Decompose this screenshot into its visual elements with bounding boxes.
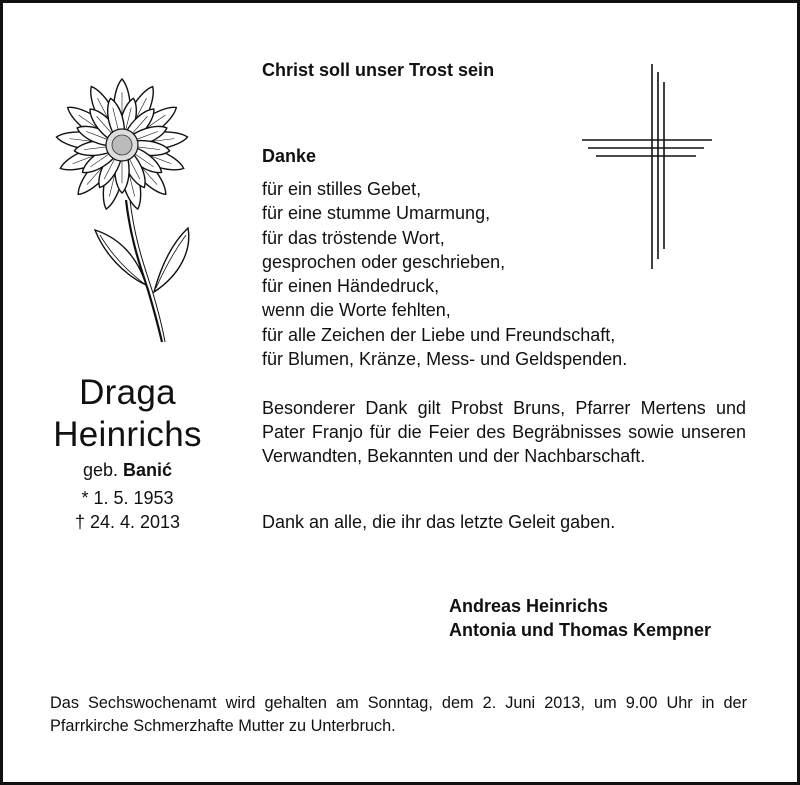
mass-announcement: Das Sechswochenamt wird gehalten am Sonntag, dem 2. Juni 2013, um 9.00 Uhr in der Pfarrkirche Schmerzhafte Mutter zu Unterbruch. [50,694,747,735]
signatory: Antonia und Thomas Kempner [449,620,712,640]
thanks-line: für alle Zeichen der Liebe und Freundschaft, [262,324,616,345]
signatory: Andreas Heinrichs [449,596,609,616]
thanks-heading: Danke [262,146,317,166]
thanks-line: für das tröstende Wort, [262,227,445,248]
flower-drawing-icon [30,60,220,350]
thanks-line: gesprochen oder geschrieben, [262,251,506,272]
birth-prefix: geb. [82,460,118,480]
birth-name-line [20,460,235,481]
thanks-list [262,177,627,371]
thanks-all-line: Dank an alle, die ihr das letzte Geleit gaben. [262,512,616,532]
birth-date: * 1. 5. 1953 [81,488,174,508]
thanks-line: für ein stilles Gebet, [262,179,422,199]
motto: Christ soll unser Trost sein [262,60,495,80]
thanks-line: für einen Händedruck, [262,276,440,297]
thanks-line: für eine stumme Umarmung, [262,203,491,224]
birth-name: Banić [123,460,173,480]
thanks-line: für Blumen, Kränze, Mess- und Geldspenden. [262,349,628,370]
thanks-line: wenn die Worte fehlten, [262,300,451,321]
deceased-first-name: Draga [79,373,176,412]
special-thanks-paragraph: Besonderer Dank gilt Probst Bruns, Pfarrer Mertens und Pater Franjo für die Feier des Begräbnisses sowie unseren Verwandten, Bekannten und der Nachbarschaft. [262,398,746,466]
death-date: † 24. 4. 2013 [74,512,181,532]
deceased-last-name: Heinrichs [53,415,202,454]
